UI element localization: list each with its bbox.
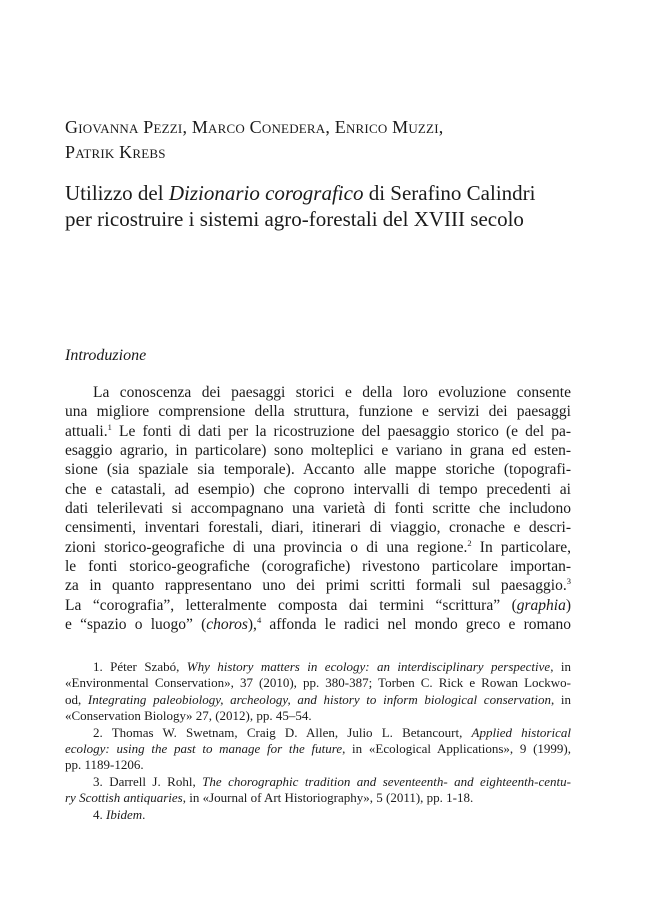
title-emphasis: Dizionario corografico (168, 181, 364, 205)
paper-title (65, 180, 585, 232)
body-line: La conoscenza dei paesaggi storici e della loro evoluzione consente (93, 384, 571, 401)
body-line: le fonti storico-geografiche (corografiche) rivestono particolare importan- (65, 558, 571, 576)
body-line: dati telerilevati si accompagnano una varietà di fonti scritte che includono (65, 500, 571, 518)
body-paragraph (65, 383, 571, 634)
author-line: Giovanna Pezzi, Marco Conedera, Enrico Muzzi, (65, 117, 444, 137)
footnote-line: pp. 1189-1206. (65, 757, 144, 773)
footnote-line: 4. Ibidem. (93, 806, 146, 822)
author-list (65, 115, 585, 165)
body-line: attuali.$^1$ Le fonti di dati per la ricostruzione del paesaggio storico (e del pa- (65, 421, 571, 440)
footnote-line: ry Scottish antiquaries, in «Journal of Art Historiography», 5 (2011), pp. 1-18. (65, 790, 474, 806)
body-line: censimenti, inventari forestali, diari, itinerari di viaggio, cronache e descri- (65, 519, 571, 537)
body-line: esaggio agrario, in particolare) sono molteplici e variano in grana ed esten- (65, 442, 571, 460)
footnote-ref[interactable]: 2 (467, 537, 472, 548)
footnote-line: 2. Thomas W. Swetnam, Craig D. Allen, Julio L. Betancourt, Applied historical (93, 724, 571, 740)
body-line: zioni storico-geografiche di una provincia o di una regione.$^2$ In particolare, (65, 537, 571, 556)
body-line: za in quanto rappresentano uno dei primi scritti formali sul paesaggio.$^3$ (65, 576, 571, 595)
footnotes (65, 659, 571, 823)
footnote-line: 1. Péter Szabó, Why history matters in ecology: an interdisciplinary perspective, in (93, 659, 571, 674)
footnote-line: od, Integrating paleobiology, archeology, and history to inform biological conservation, in (65, 691, 571, 707)
body-line: sione (sia spaziale sia temporale). Accanto alle mappe storiche (topografi- (65, 461, 571, 479)
footnote-line: «Conservation Biology» 27, (2012), pp. 45–54. (65, 708, 312, 724)
footnote-line: «Environmental Conservation», 37 (2010), pp. 380-387; Torben C. Rick e Rowan Lockwo- (65, 675, 571, 691)
section-heading: Introduzione (65, 347, 147, 364)
footnote-ref[interactable]: 3 (566, 576, 571, 587)
body-line: e “spazio o luogo” (choros),$^4$ affonda le radici nel mondo greco e romano (65, 615, 571, 634)
body-line: una migliore comprensione della struttura, funzione e servizi dei paesaggi (65, 403, 571, 421)
footnote-ref[interactable]: 1 (107, 421, 112, 432)
body-line: La “corografia”, letteralmente composta dai termini “scrittura” (graphia) (65, 596, 571, 614)
body-line: che e catastali, ad esempio) che coprono intervalli di tempo precedenti ai (65, 480, 571, 498)
title-line: per ricostruire i sistemi agro-forestali del XVIII secolo (65, 207, 524, 231)
footnote-line: ecology: using the past to manage for the future, in «Ecological Applications», 9 (1999), (65, 741, 571, 757)
author-line: Patrik Krebs (65, 142, 166, 162)
footnote-line: 3. Darrell J. Rohl, The chorographic tradition and seventeenth- and eighteenth-centu- (93, 773, 571, 789)
footnote-ref[interactable]: 4 (256, 615, 262, 625)
title-line: Utilizzo del Dizionario corografico di Serafino Calindri (65, 181, 536, 205)
